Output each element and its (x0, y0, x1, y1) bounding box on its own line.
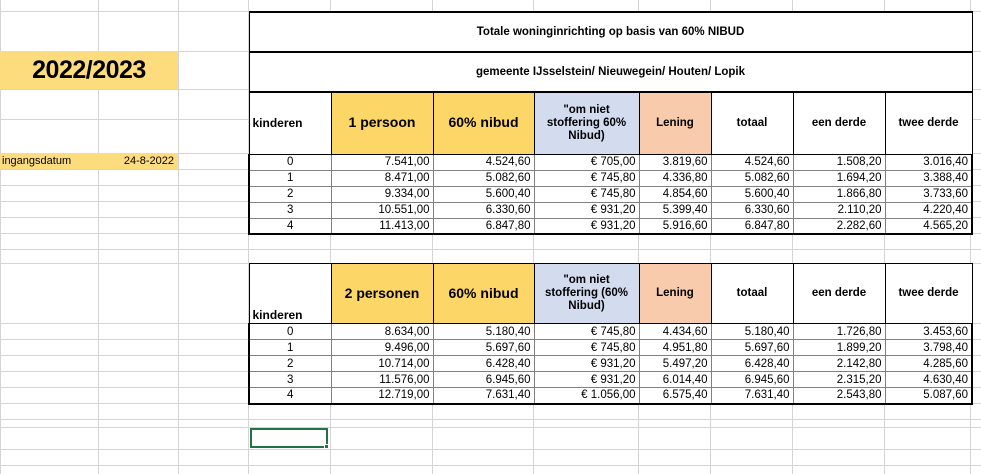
cell-r1-c1[interactable]: 9.496,00 (331, 340, 433, 356)
cell-r4-c0[interactable]: 4 (249, 218, 331, 234)
cell-r0-c0[interactable]: 0 (249, 324, 331, 340)
column-header-3[interactable]: "om niet stoffering 60% Nibud) (534, 92, 639, 154)
cell-r3-c0[interactable]: 3 (249, 372, 331, 388)
cell-r1-c4[interactable]: 4.951,80 (639, 340, 711, 356)
cell-r2-c1[interactable]: 9.334,00 (331, 186, 433, 202)
cell-r4-c1[interactable]: 11.413,00 (331, 218, 433, 234)
cell-r1-c6[interactable]: 1.694,20 (793, 170, 885, 186)
start-date-value: 24-8-2022 (123, 155, 174, 167)
cell-r2-c6[interactable]: 1.866,80 (793, 186, 885, 202)
column-header-1[interactable]: 2 personen (331, 264, 433, 324)
cell-r4-c3[interactable]: € 1.056,00 (534, 388, 639, 404)
cell-r2-c4[interactable]: 5.497,20 (639, 356, 711, 372)
grid-row-line (0, 427, 981, 428)
cell-r1-c2[interactable]: 5.697,60 (433, 340, 534, 356)
table-one-persoon[interactable] (248, 11, 973, 235)
column-header-5[interactable]: totaal (711, 264, 793, 324)
cell-r3-c1[interactable]: 11.576,00 (331, 372, 433, 388)
table-row[interactable] (249, 154, 972, 170)
cell-r4-c6[interactable]: 2.543,80 (793, 388, 885, 404)
cell-r2-c7[interactable]: 3.733,60 (885, 186, 972, 202)
column-header-5[interactable]: totaal (711, 92, 793, 154)
cell-r1-c6[interactable]: 1.899,20 (793, 340, 885, 356)
table-header-row (249, 264, 972, 324)
fill-handle[interactable] (324, 444, 329, 449)
cell-r3-c5[interactable]: 6.945,60 (711, 372, 793, 388)
cell-r2-c5[interactable]: 5.600,40 (711, 186, 793, 202)
cell-r4-c0[interactable]: 4 (249, 388, 331, 404)
cell-r1-c2[interactable]: 5.082,60 (433, 170, 534, 186)
cell-r2-c1[interactable]: 10.714,00 (331, 356, 433, 372)
cell-r0-c0[interactable]: 0 (249, 154, 331, 170)
table-row[interactable] (249, 388, 972, 404)
banner-row (249, 12, 972, 52)
grid-row-line (0, 419, 981, 420)
cell-r2-c4[interactable]: 4.854,60 (639, 186, 711, 202)
cell-r4-c3[interactable]: € 931,20 (534, 218, 639, 234)
banner-row (249, 52, 972, 92)
cell-r3-c7[interactable]: 4.220,40 (885, 202, 972, 218)
table-row[interactable] (249, 356, 972, 372)
cell-r4-c5[interactable]: 6.847,80 (711, 218, 793, 234)
cell-r2-c6[interactable]: 2.142,80 (793, 356, 885, 372)
table-row[interactable] (249, 186, 972, 202)
cell-r0-c2[interactable]: 5.180,40 (433, 324, 534, 340)
cell-r3-c3[interactable]: € 931,20 (534, 202, 639, 218)
cell-r0-c6[interactable]: 1.726,80 (793, 324, 885, 340)
column-header-7[interactable]: twee derde (885, 264, 972, 324)
cell-r2-c7[interactable]: 4.285,60 (885, 356, 972, 372)
cell-r1-c4[interactable]: 4.336,80 (639, 170, 711, 186)
cell-r4-c6[interactable]: 2.282,60 (793, 218, 885, 234)
column-header-0[interactable]: kinderen (249, 92, 331, 154)
cell-r1-c1[interactable]: 8.471,00 (331, 170, 433, 186)
cell-r0-c7[interactable]: 3.016,40 (885, 154, 972, 170)
cell-r3-c2[interactable]: 6.330,60 (433, 202, 534, 218)
table-header-row (249, 92, 972, 154)
cell-r3-c2[interactable]: 6.945,60 (433, 372, 534, 388)
cell-r0-c3[interactable]: € 745,80 (534, 324, 639, 340)
cell-r2-c3[interactable]: € 931,20 (534, 356, 639, 372)
cell-r1-c3[interactable]: € 745,80 (534, 340, 639, 356)
column-header-7[interactable]: twee derde (885, 92, 972, 154)
table-two-personen[interactable] (248, 263, 973, 405)
cell-r4-c5[interactable]: 7.631,40 (711, 388, 793, 404)
active-cell-selection[interactable] (250, 428, 328, 448)
cell-r0-c4[interactable]: 4.434,60 (639, 324, 711, 340)
table-row[interactable] (249, 340, 972, 356)
cell-r0-c1[interactable]: 7.541,00 (331, 154, 433, 170)
cell-r1-c5[interactable]: 5.082,60 (711, 170, 793, 186)
cell-r3-c3[interactable]: € 931,20 (534, 372, 639, 388)
cell-r3-c5[interactable]: 6.330,60 (711, 202, 793, 218)
column-header-2[interactable]: 60% nibud (433, 264, 534, 324)
cell-r3-c1[interactable]: 10.551,00 (331, 202, 433, 218)
grid-row-line (0, 449, 981, 450)
cell-r2-c0[interactable]: 2 (249, 186, 331, 202)
banner-title: Totale woninginrichting op basis van 60% NIBUD (249, 12, 972, 52)
cell-r4-c7[interactable]: 4.565,20 (885, 218, 972, 234)
year-label-cell[interactable] (0, 51, 178, 89)
cell-r2-c0[interactable]: 2 (249, 356, 331, 372)
cell-r4-c1[interactable]: 12.719,00 (331, 388, 433, 404)
table-row[interactable] (249, 218, 972, 234)
cell-r1-c7[interactable]: 3.798,40 (885, 340, 972, 356)
cell-r4-c4[interactable]: 6.575,40 (639, 388, 711, 404)
cell-r1-c5[interactable]: 5.697,60 (711, 340, 793, 356)
cell-r2-c3[interactable]: € 745,80 (534, 186, 639, 202)
column-header-1[interactable]: 1 persoon (331, 92, 433, 154)
cell-r0-c5[interactable]: 4.524,60 (711, 154, 793, 170)
cell-r4-c4[interactable]: 5.916,60 (639, 218, 711, 234)
grid-row-line (0, 249, 981, 250)
table-row[interactable] (249, 170, 972, 186)
table-row[interactable] (249, 202, 972, 218)
cell-r4-c7[interactable]: 5.087,60 (885, 388, 972, 404)
cell-r4-c2[interactable]: 6.847,80 (433, 218, 534, 234)
column-header-6[interactable]: een derde (793, 92, 885, 154)
start-date-label: ingangsdatum (2, 155, 72, 167)
column-header-2[interactable]: 60% nibud (433, 92, 534, 154)
cell-r3-c4[interactable]: 5.399,40 (639, 202, 711, 218)
column-header-0[interactable]: kinderen (249, 264, 331, 324)
column-header-4[interactable]: Lening (639, 264, 711, 324)
cell-r3-c6[interactable]: 2.315,20 (793, 372, 885, 388)
cell-r0-c3[interactable]: € 705,00 (534, 154, 639, 170)
banner-subtitle: gemeente IJsselstein/ Nieuwegein/ Houten/ Lopik (249, 52, 972, 92)
cell-r1-c7[interactable]: 3.388,40 (885, 170, 972, 186)
table-row[interactable] (249, 372, 972, 388)
cell-r2-c5[interactable]: 6.428,40 (711, 356, 793, 372)
grid-row-line (0, 465, 981, 466)
cell-r0-c5[interactable]: 5.180,40 (711, 324, 793, 340)
cell-r1-c3[interactable]: € 745,80 (534, 170, 639, 186)
cell-r1-c0[interactable]: 1 (249, 340, 331, 356)
start-date-row[interactable] (0, 153, 178, 169)
column-header-6[interactable]: een derde (793, 264, 885, 324)
cell-r3-c7[interactable]: 4.630,40 (885, 372, 972, 388)
cell-r4-c2[interactable]: 7.631,40 (433, 388, 534, 404)
cell-r2-c2[interactable]: 5.600,40 (433, 186, 534, 202)
cell-r3-c4[interactable]: 6.014,40 (639, 372, 711, 388)
cell-r0-c2[interactable]: 4.524,60 (433, 154, 534, 170)
cell-r0-c1[interactable]: 8.634,00 (331, 324, 433, 340)
cell-r0-c6[interactable]: 1.508,20 (793, 154, 885, 170)
cell-r2-c2[interactable]: 6.428,40 (433, 356, 534, 372)
cell-r3-c6[interactable]: 2.110,20 (793, 202, 885, 218)
column-header-3[interactable]: "om niet stoffering (60% Nibud) (534, 264, 639, 324)
cell-r1-c0[interactable]: 1 (249, 170, 331, 186)
cell-r3-c0[interactable]: 3 (249, 202, 331, 218)
column-header-4[interactable]: Lening (639, 92, 711, 154)
table-row[interactable] (249, 324, 972, 340)
year-label: 2022/2023 (32, 55, 146, 84)
cell-r0-c7[interactable]: 3.453,60 (885, 324, 972, 340)
cell-r0-c4[interactable]: 3.819,60 (639, 154, 711, 170)
